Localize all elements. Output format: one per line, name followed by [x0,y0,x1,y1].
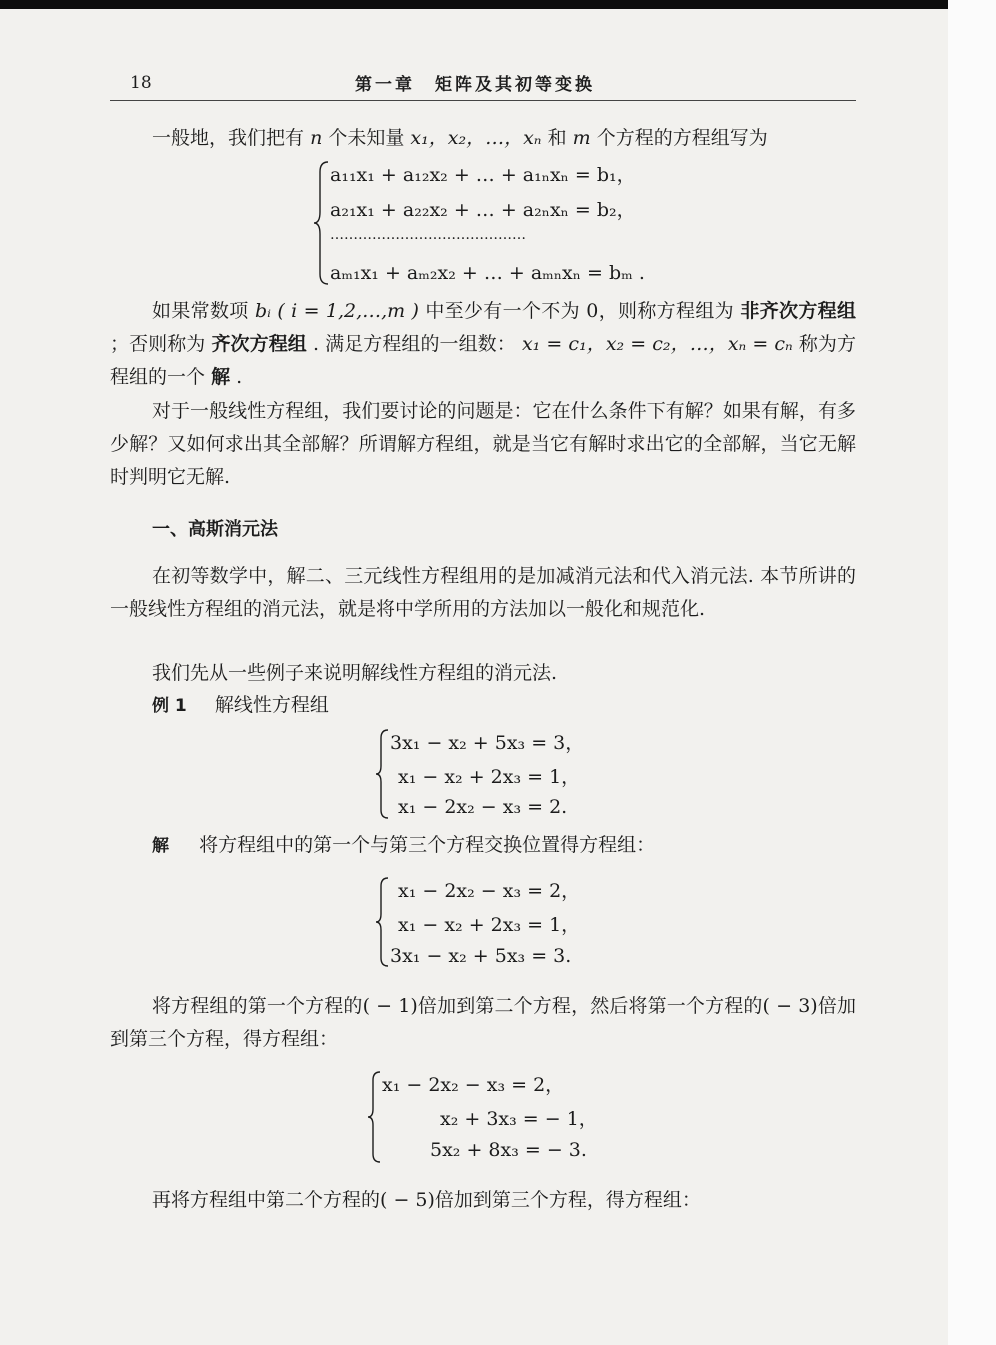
intro-paragraph [110,122,856,155]
examples-paragraph: 我们先从一些例子来说明解线性方程组的消元法. [152,662,558,684]
intro-text-2: 个未知量 [328,127,405,149]
example-text: 解线性方程组 [214,694,329,716]
definition-paragraph [110,295,856,394]
intro-text-4: 个方程的方程组写为 [596,127,768,149]
system2-eq-1: x₁ − 2x₂ − x₃ = 2， [398,880,581,902]
solution-line [152,829,852,863]
def-text-6: . [236,366,243,388]
example-label: 例 1 [152,696,187,716]
system1-eq-2: x₁ − x₂ + 2x₃ = 1， [398,766,581,788]
intro-text-1: 一般地，我们把有 [152,127,305,149]
intro-vars: x₁，x₂，…，xₙ [410,127,542,149]
solution-label: 解 [152,836,169,856]
page-header [110,70,856,101]
questions-paragraph: 对于一般线性方程组，我们要讨论的问题是：它在什么条件下有解？如果有解，有多少解？又如何求出其全部解？所谓解方程组，就是当它有解时求出它的全部解，当它无解时判明它无解. [110,400,856,488]
step3-paragraph: 再将方程组中第二个方程的( − 5)倍加到第三个方程，得方程组： [152,1189,701,1211]
def-homogeneous: 齐次方程组 [211,333,307,355]
def-text-4: . 满足方程组的一组数： [312,333,516,355]
def-solution-values: x₁ = c₁，x₂ = c₂，…，xₙ = cₙ [521,333,793,355]
def-solution-word: 解 [211,366,231,388]
intro-m: m [572,127,591,149]
scan-top-border [0,0,948,9]
step2-paragraph: 将方程组的第一个方程的( − 1)倍加到第二个方程，然后将第一个方程的( − 3)倍加到第三个方程，得方程组： [110,995,856,1050]
system3-eq-1: x₁ − 2x₂ − x₃ = 2， [382,1074,565,1096]
solution-text: 将方程组中的第一个与第三个方程交换位置得方程组： [199,834,656,856]
intro-text-3: 和 [547,127,567,149]
system2-eq-3: 3x₁ − x₂ + 5x₃ = 3. [390,945,572,967]
elimination-paragraph: 在初等数学中，解二、三元线性方程组用的是加减消元法和代入消元法. 本节所讲的一般线性方程组的消元法，就是将中学所用的方法加以一般化和规范化. [110,565,856,620]
def-text-2: 中至少有一个不为 0，则称方程组为 [425,300,734,322]
def-text-3: ；否则称为 [110,333,206,355]
section-heading: 一、高斯消元法 [152,519,278,540]
def-text-1: 如果常数项 [152,300,249,322]
intro-n: n [310,127,323,149]
general-eq-m: aₘ₁x₁ + aₘ₂x₂ + … + aₘₙxₙ = bₘ . [330,262,645,284]
page-number: 18 [130,73,152,93]
def-constant-term: bᵢ ( i = 1,2,…,m ) [255,300,419,322]
scan-right-margin [948,0,996,1345]
system2-eq-2: x₁ − x₂ + 2x₃ = 1， [398,914,581,936]
system3-eq-3: 5x₂ + 8x₃ = − 3. [430,1139,587,1161]
system3-eq-2: x₂ + 3x₃ = − 1， [440,1108,598,1130]
example-line [152,689,852,723]
chapter-title: 第一章 矩阵及其初等变换 [355,75,595,95]
def-text-5: 称为方程组的一个 [110,333,857,388]
general-eq-1: a₁₁x₁ + a₁₂x₂ + … + a₁ₙxₙ = b₁， [330,164,636,186]
system1-eq-1: 3x₁ − x₂ + 5x₃ = 3， [390,732,585,754]
general-system-brace [312,160,332,286]
general-eq-2: a₂₁x₁ + a₂₂x₂ + … + a₂ₙxₙ = b₂， [330,199,636,221]
general-eq-dots: …………………………………… [330,227,526,243]
def-nonhomogeneous: 非齐次方程组 [740,300,856,322]
system1-eq-3: x₁ − 2x₂ − x₃ = 2. [398,796,568,818]
